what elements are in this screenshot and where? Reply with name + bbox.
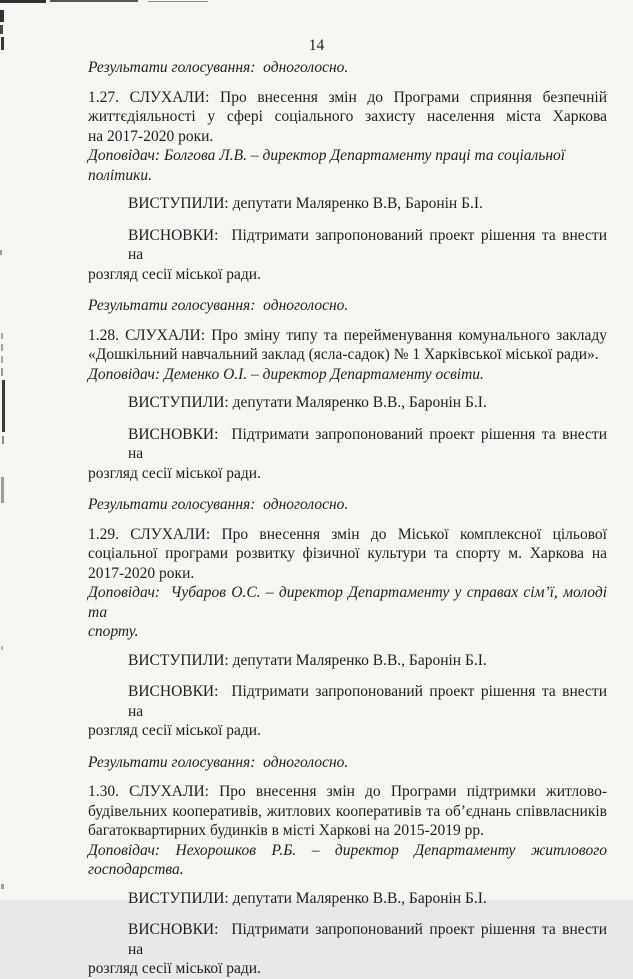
agenda-item-1-29-line-2: соціальної програми розвитку фізичної культури та спорту м. Харкова на xyxy=(88,545,607,562)
voting-result-2 xyxy=(88,296,607,316)
conclusions-1-30 xyxy=(88,920,607,979)
voting-result-1-line-1: Результати голосування: одноголосно. xyxy=(88,59,349,76)
scan-artifact-left-mark-2 xyxy=(0,25,3,34)
spoke-1-28 xyxy=(88,393,607,413)
voting-result-3 xyxy=(88,495,607,515)
conclusions-1-29 xyxy=(88,682,607,741)
voting-result-1 xyxy=(88,58,607,78)
spoke-1-28-line-1: ВИСТУПИЛИ: депутати Маляренко В.В., Баронін Б.І. xyxy=(128,394,487,411)
agenda-item-1-29-line-1: 1.29. СЛУХАЛИ: Про внесення змін до Міської комплексної цільової xyxy=(88,525,607,543)
document-body xyxy=(88,58,607,979)
voting-result-3-line-1: Результати голосування: одноголосно. xyxy=(88,496,349,513)
speaker-1-29 xyxy=(88,583,607,642)
speaker-1-27-line-1: Доповідач: Болгова Л.В. – директор Департаменту праці та соціальної політики. xyxy=(88,147,566,184)
conclusions-1-29-line-1: ВИСНОВКИ: Підтримати запропонований проект рішення та внести на xyxy=(128,683,607,720)
agenda-item-1-30 xyxy=(88,782,607,841)
conclusions-1-29-line-2: розгляд сесії міської ради. xyxy=(88,722,261,739)
scan-artifact-top-line-a xyxy=(0,0,46,3)
conclusions-1-30-line-2: розгляд сесії міської ради. xyxy=(88,960,261,977)
conclusions-1-28-line-1: ВИСНОВКИ: Підтримати запропонований проект рішення та внести на xyxy=(128,425,607,462)
agenda-item-1-30-line-1: 1.30. СЛУХАЛИ: Про внесення змін до Програми підтримки житлово- xyxy=(88,783,607,800)
spoke-1-27-line-1: ВИСТУПИЛИ: депутати Маляренко В.В, Баронін Б.І. xyxy=(128,195,483,212)
agenda-item-1-27-line-1: 1.27. СЛУХАЛИ: Про внесення змін до Програми сприяння безпечній xyxy=(88,88,607,106)
agenda-item-1-27 xyxy=(88,88,607,147)
conclusions-1-28 xyxy=(88,425,607,484)
scan-artifact-left-dot-3 xyxy=(1,884,4,889)
conclusions-1-27-line-2: розгляд сесії міської ради. xyxy=(88,265,261,283)
spoke-1-29 xyxy=(88,651,607,671)
agenda-item-1-28 xyxy=(88,326,607,365)
speaker-1-30 xyxy=(88,841,607,880)
agenda-item-1-29-line-3: 2017-2020 роки. xyxy=(88,564,195,582)
speaker-1-29-line-1: Доповідач: Чубаров О.С. – директор Департаменту у справах сім’ї, молоді та xyxy=(88,584,607,621)
spoke-1-30-line-1: ВИСТУПИЛИ: депутати Маляренко В.В., Баронін Б.І. xyxy=(128,889,487,907)
scan-artifact-left-dash-3 xyxy=(1,356,3,363)
speaker-1-30-line-1: Доповідач: Нехорошков Р.Б. – директор Департаменту житлового xyxy=(88,841,607,859)
agenda-item-1-27-line-3: на 2017-2020 роки. xyxy=(88,127,214,145)
scan-artifact-top-line-b xyxy=(50,0,138,2)
scan-artifact-left-dot-2 xyxy=(1,646,3,650)
spoke-1-29-line-1: ВИСТУПИЛИ: депутати Маляренко В.В., Баронін Б.І. xyxy=(128,651,487,669)
scan-artifact-top-line-c xyxy=(148,1,208,2)
agenda-item-1-29 xyxy=(88,525,607,584)
scan-artifact-left-dash-5 xyxy=(2,436,4,444)
speaker-1-29-line-2: спорту. xyxy=(88,623,139,640)
voting-result-4 xyxy=(88,753,607,773)
scan-artifact-left-dash-2 xyxy=(1,344,3,351)
speaker-1-28 xyxy=(88,365,607,385)
scan-artifact-left-dash-4 xyxy=(1,368,3,376)
conclusions-1-30-line-1: ВИСНОВКИ: Підтримати запропонований проект рішення та внести на xyxy=(128,921,607,958)
scan-artifact-left-bar-dark xyxy=(2,380,5,432)
agenda-item-1-30-line-2: будівельних кооперативів, житлових кооперативів та об’єднань співвласників xyxy=(88,802,607,820)
spoke-1-30 xyxy=(88,889,607,909)
voting-result-4-line-1: Результати голосування: одноголосно. xyxy=(88,753,349,771)
agenda-item-1-28-line-1: 1.28. СЛУХАЛИ: Про зміну типу та перейменування комунального закладу xyxy=(88,326,607,344)
agenda-item-1-28-line-2: «Дошкільний навчальний заклад (ясла-садок) № 1 Харківської міської ради». xyxy=(88,346,599,363)
conclusions-1-28-line-2: розгляд сесії міської ради. xyxy=(88,464,261,482)
speaker-1-28-line-1: Доповідач: Деменко О.І. – директор Департаменту освіти. xyxy=(88,365,484,383)
page-number: 14 xyxy=(308,37,325,54)
voting-result-2-line-1: Результати голосування: одноголосно. xyxy=(88,297,349,314)
speaker-1-30-line-2: господарства. xyxy=(88,861,184,878)
conclusions-1-27-line-1: ВИСНОВКИ: Підтримати запропонований проект рішення та внести на xyxy=(128,226,607,263)
scan-artifact-left-mark-1 xyxy=(0,10,4,22)
scan-artifact-left-dash-1 xyxy=(1,333,3,339)
agenda-item-1-30-line-3: багатоквартирних будинків в місті Харкові на 2015-2019 рр. xyxy=(88,822,485,839)
scan-artifact-left-dot-1 xyxy=(0,250,2,255)
spoke-1-27 xyxy=(88,194,607,214)
scan-artifact-left-bar-gray xyxy=(1,477,4,503)
conclusions-1-27 xyxy=(88,226,607,285)
agenda-item-1-27-line-2: життєдіяльності у сфері соціального захисту населення міста Харкова xyxy=(88,108,607,125)
speaker-1-27 xyxy=(88,146,607,185)
